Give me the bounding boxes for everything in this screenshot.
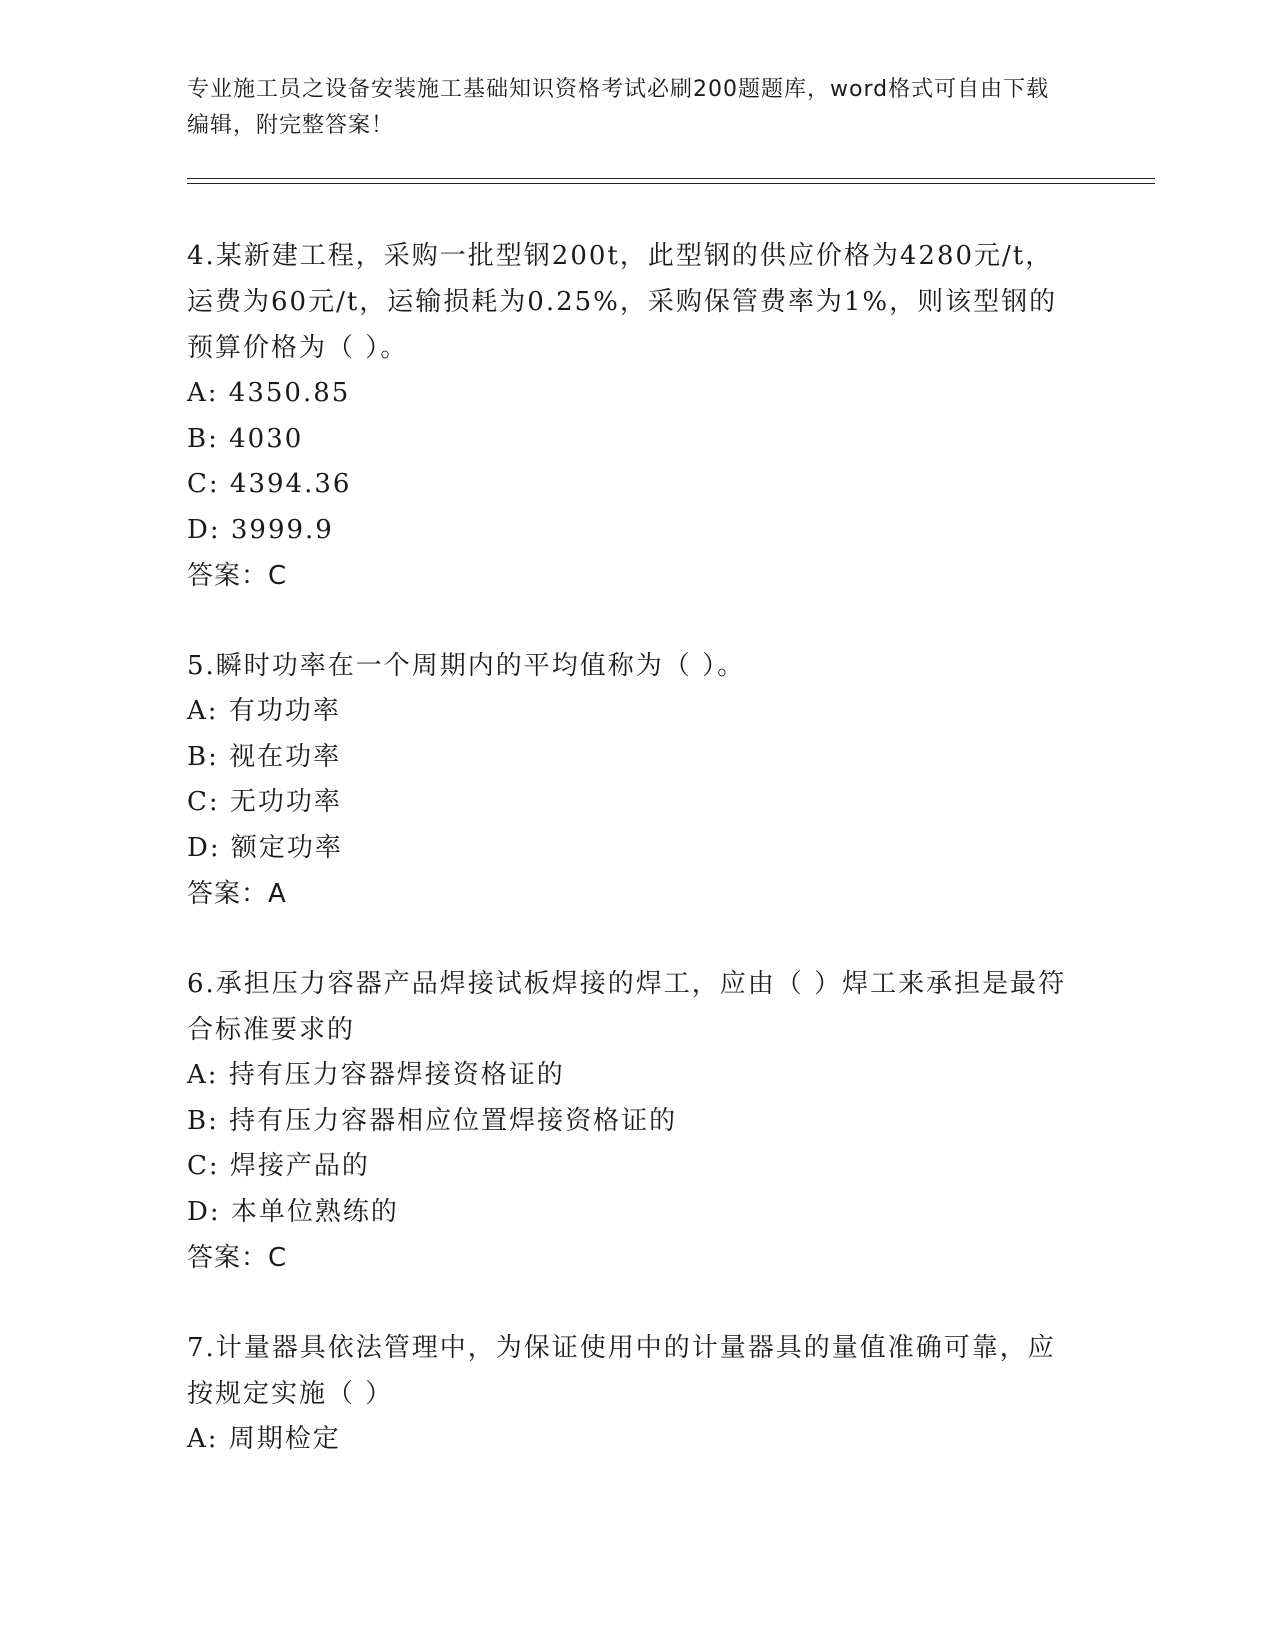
question-4 [187, 233, 1087, 599]
option-c: C: 4394.36 [187, 469, 352, 499]
option-a: A: 持有压力容器焊接资格证的 [187, 1060, 565, 1090]
option-d: D: 本单位熟练的 [187, 1196, 399, 1227]
question-stem: 5.瞬时功率在一个周期内的平均值称为（ ）。 [187, 651, 746, 681]
option-c: C: 焊接产品的 [187, 1151, 370, 1181]
option-a: A: 有功功率 [187, 696, 341, 726]
header-rule-bottom [187, 183, 1155, 184]
question-5 [187, 643, 1087, 917]
question-list [187, 233, 1087, 1507]
answer: 答案：C [187, 1243, 288, 1273]
answer: 答案：C [187, 561, 288, 591]
option-b: B: 视在功率 [187, 741, 342, 772]
document-header: 专业施工员之设备安装施工基础知识资格考试必刷200题题库，word格式可自由下载编辑，附完整答案！ [187, 77, 1050, 138]
option-d: D: 额定功率 [187, 832, 343, 863]
question-stem: 6.承担压力容器产品焊接试板焊接的焊工，应由（ ）焊工来承担是最符合标准要求的 [187, 969, 1067, 1045]
option-a: A: 周期检定 [187, 1424, 341, 1454]
header-rule-top [187, 178, 1155, 179]
question-stem: 7.计量器具依法管理中，为保证使用中的计量器具的量值准确可靠，应按规定实施（ ） [187, 1333, 1056, 1409]
question-7 [187, 1325, 1087, 1463]
question-6 [187, 961, 1087, 1281]
option-b: B: 持有压力容器相应位置焊接资格证的 [187, 1105, 678, 1136]
option-a: A: 4350.85 [187, 378, 351, 408]
option-d: D: 3999.9 [187, 514, 334, 545]
question-stem: 4.某新建工程，采购一批型钢200t，此型钢的供应价格为4280元/t，运费为60元/t，运输损耗为0.25%，采购保管费率为1%，则该型钢的预算价格为（ ）。 [187, 241, 1058, 363]
option-c: C: 无功功率 [187, 787, 342, 817]
option-b: B: 4030 [187, 423, 304, 454]
answer: 答案：A [187, 879, 287, 909]
